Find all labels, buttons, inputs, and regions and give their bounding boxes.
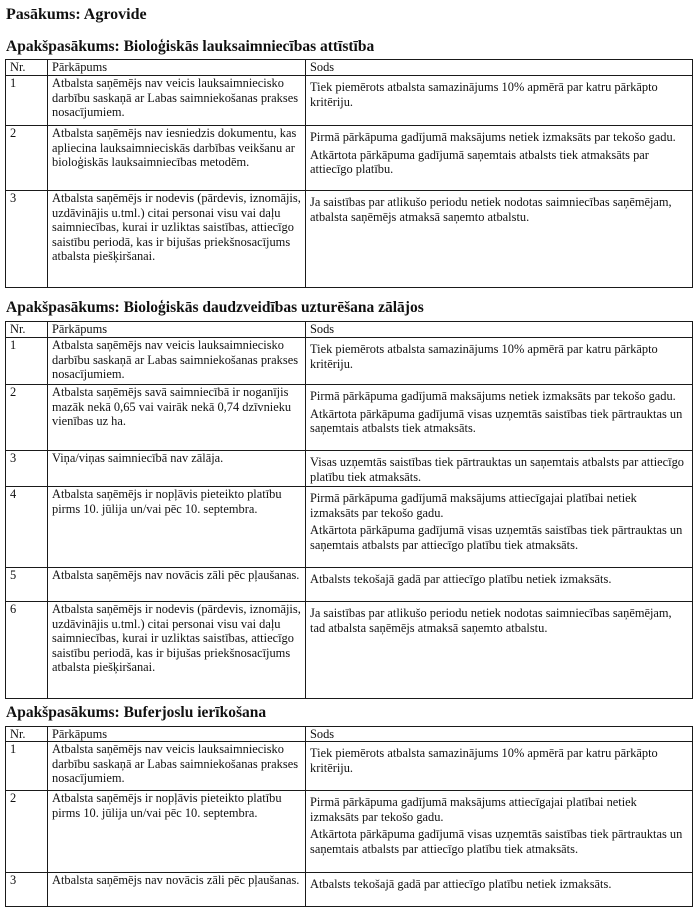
row-violation: Atbalsta saņēmējs ir nodevis (pārdevis, iznomājis, uzdāvinājis u.tml.) citai personai visu vai daļu saimniecības, kurai ir uzliktas saistības, attiecīgo saistību periodā, kas ir bijušas priekšnosacījums atbalsta piešķiršanai. (48, 191, 306, 288)
table-row (6, 126, 693, 191)
penalty-paragraph: Tiek piemērots atbalsta samazinājums 10% apmērā par katru pārkāpto kritēriju. (310, 80, 658, 109)
row-violation: Atbalsta saņēmējs nav iesniedzis dokumentu, kas apliecina lauksaimnieciskās darbības veikšanu ar bioloģiskās lauksaimniecības metodēm. (48, 126, 306, 191)
table-header-row (6, 322, 693, 338)
penalty-paragraph: Atkārtota pārkāpuma gadījumā visas uzņemtās saistības tiek pārtrauktas un saņemtais atbalsts par attiecīgo platību tiek atmaksāts. (310, 827, 683, 856)
table-row (6, 791, 693, 873)
row-violation: Atbalsta saņēmējs nav veicis lauksaimniecisko darbību saskaņā ar Labas saimniekošanas prakses nosacījumiem. (48, 338, 306, 385)
row-penalty (306, 126, 693, 191)
table-row (6, 191, 693, 288)
penalty-paragraph: Atkārtota pārkāpuma gadījumā saņemtais atbalsts tiek atmaksāts par attiecīgo platību. (310, 147, 649, 176)
section-title-1: Apakšpasākums: Bioloģiskās lauksaimniecības attīstība (6, 38, 375, 55)
row-penalty (306, 451, 693, 487)
table-header-row (6, 727, 693, 742)
row-nr: 2 (6, 791, 48, 873)
table-row (6, 568, 693, 602)
penalty-paragraph: Tiek piemērots atbalsta samazinājums 10% apmērā par katru pārkāpto kritēriju. (310, 746, 658, 775)
penalty-paragraph: Atbalsts tekošajā gadā par attiecīgo platību netiek izmaksāts. (310, 572, 612, 586)
header-nr: Nr. (6, 727, 48, 742)
header-penalty: Sods (306, 322, 693, 338)
penalty-paragraph: Atkārtota pārkāpuma gadījumā visas uzņemtās saistības tiek pārtrauktas un saņemtais atbalsts tiek atmaksāts. (310, 406, 683, 435)
row-nr: 1 (6, 742, 48, 791)
row-nr: 3 (6, 191, 48, 288)
section-title-2: Apakšpasākums: Bioloģiskās daudzveidības uzturēšana zālājos (6, 299, 424, 316)
table-section-3 (5, 726, 693, 907)
penalty-paragraph: Pirmā pārkāpuma gadījumā maksājums attiecīgajai platībai netiek izmaksāts par tekošo gadu. (310, 795, 637, 824)
row-penalty (306, 487, 693, 568)
row-penalty (306, 602, 693, 699)
penalty-paragraph: Visas uzņemtās saistības tiek pārtrauktas un saņemtais atbalsts par attiecīgo platību tiek atmaksāts. (310, 455, 684, 484)
table-row (6, 487, 693, 568)
row-penalty (306, 873, 693, 907)
row-penalty (306, 385, 693, 451)
row-nr: 2 (6, 126, 48, 191)
row-violation: Atbalsta saņēmējs nav novācis zāli pēc pļaušanas. (48, 568, 306, 602)
row-penalty (306, 76, 693, 126)
table-section-2 (5, 321, 693, 699)
row-nr: 3 (6, 873, 48, 907)
row-penalty (306, 191, 693, 288)
penalty-paragraph: Ja saistības par atlikušo periodu netiek nodotas saimniecības saņēmējam, atbalsta saņēmējs atmaksā saņemto atbalstu. (310, 195, 672, 224)
penalty-paragraph: Pirmā pārkāpuma gadījumā maksājums netiek izmaksāts par tekošo gadu. (310, 389, 676, 403)
row-nr: 1 (6, 338, 48, 385)
table-row (6, 385, 693, 451)
row-violation: Atbalsta saņēmējs savā saimniecībā ir noganījis mazāk nekā 0,65 vai vairāk nekā 0,74 dzīvnieku vienības uz ha. (48, 385, 306, 451)
row-nr: 1 (6, 76, 48, 126)
row-penalty (306, 742, 693, 791)
table-header-row (6, 60, 693, 76)
row-violation: Atbalsta saņēmējs nav novācis zāli pēc pļaušanas. (48, 873, 306, 907)
penalty-paragraph: Atbalsts tekošajā gadā par attiecīgo platību netiek izmaksāts. (310, 877, 612, 891)
table-row (6, 742, 693, 791)
header-violation: Pārkāpums (48, 60, 306, 76)
page-title: Pasākums: Agrovide (6, 6, 147, 23)
row-violation: Viņa/viņas saimniecībā nav zālāja. (48, 451, 306, 487)
table-row (6, 451, 693, 487)
row-violation: Atbalsta saņēmējs ir nopļāvis pieteikto platību pirms 10. jūlija un/vai pēc 10. septembra. (48, 791, 306, 873)
row-nr: 4 (6, 487, 48, 568)
header-violation: Pārkāpums (48, 322, 306, 338)
table-row (6, 76, 693, 126)
row-violation: Atbalsta saņēmējs ir nodevis (pārdevis, iznomājis, uzdāvinājis u.tml.) citai personai visu vai daļu saimniecības, kurai ir uzliktas saistības, attiecīgo saistību periodā, kas ir bijušas priekšnosacījums atbalsta piešķiršanai. (48, 602, 306, 699)
header-penalty: Sods (306, 60, 693, 76)
penalty-paragraph: Ja saistības par atlikušo periodu netiek nodotas saimniecības saņēmējam, tad atbalsta saņēmējs atmaksā saņemto atbalstu. (310, 606, 672, 635)
row-nr: 5 (6, 568, 48, 602)
section-title-3: Apakšpasākums: Buferjoslu ierīkošana (6, 704, 267, 721)
row-violation: Atbalsta saņēmējs nav veicis lauksaimniecisko darbību saskaņā ar Labas saimniekošanas prakses nosacījumiem. (48, 742, 306, 791)
row-penalty (306, 791, 693, 873)
row-nr: 6 (6, 602, 48, 699)
header-nr: Nr. (6, 322, 48, 338)
row-nr: 2 (6, 385, 48, 451)
row-penalty (306, 568, 693, 602)
table-section-1 (5, 59, 693, 288)
header-nr: Nr. (6, 60, 48, 76)
row-violation: Atbalsta saņēmējs ir nopļāvis pieteikto platību pirms 10. jūlija un/vai pēc 10. septembra. (48, 487, 306, 568)
table-row (6, 602, 693, 699)
row-nr: 3 (6, 451, 48, 487)
penalty-paragraph: Pirmā pārkāpuma gadījumā maksājums netiek izmaksāts par tekošo gadu. (310, 130, 676, 144)
row-violation: Atbalsta saņēmējs nav veicis lauksaimniecisko darbību saskaņā ar Labas saimniekošanas prakses nosacījumiem. (48, 76, 306, 126)
table-row (6, 873, 693, 907)
header-penalty: Sods (306, 727, 693, 742)
penalty-paragraph: Atkārtota pārkāpuma gadījumā visas uzņemtās saistības tiek pārtrauktas un saņemtais atbalsts par attiecīgo platību tiek atmaksāts. (310, 523, 683, 552)
penalty-paragraph: Pirmā pārkāpuma gadījumā maksājums attiecīgajai platībai netiek izmaksāts par tekošo gadu. (310, 491, 637, 520)
header-violation: Pārkāpums (48, 727, 306, 742)
table-row (6, 338, 693, 385)
penalty-paragraph: Tiek piemērots atbalsta samazinājums 10% apmērā par katru pārkāpto kritēriju. (310, 342, 658, 371)
row-penalty (306, 338, 693, 385)
